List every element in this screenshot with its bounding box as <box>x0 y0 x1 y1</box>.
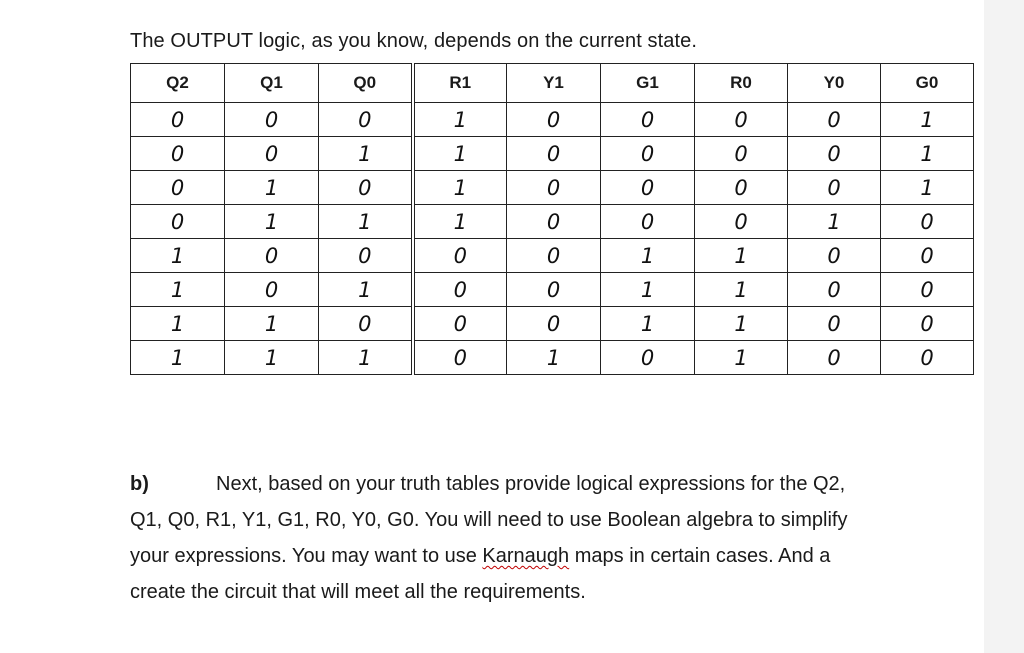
cell-y0: 0 <box>788 171 881 205</box>
cell-g1: 1 <box>601 239 695 273</box>
cell-y1: 0 <box>507 273 601 307</box>
cell-g1: 1 <box>601 307 695 341</box>
cell-r1: 1 <box>413 171 507 205</box>
cell-y0: 0 <box>788 273 881 307</box>
cell-q0: 1 <box>319 273 413 307</box>
cell-q0: 0 <box>319 103 413 137</box>
cell-q1: 1 <box>225 205 319 239</box>
cell-y1: 0 <box>507 137 601 171</box>
table-row <box>131 341 974 375</box>
section-b-line-2: Q1, Q0, R1, Y1, G1, R0, Y0, G0. You will need to use Boolean algebra to simplify <box>130 509 848 531</box>
table-row <box>131 205 974 239</box>
cell-r0: 1 <box>695 307 788 341</box>
cell-y0: 0 <box>788 103 881 137</box>
cell-q1: 0 <box>225 103 319 137</box>
table-row <box>131 307 974 341</box>
cell-r1: 1 <box>413 205 507 239</box>
cell-r0: 1 <box>695 239 788 273</box>
cell-g0: 0 <box>881 307 974 341</box>
intro-text: The OUTPUT logic, as you know, depends on the current state. <box>130 30 698 52</box>
cell-g1: 0 <box>601 137 695 171</box>
cell-g1: 0 <box>601 205 695 239</box>
cell-g0: 1 <box>881 171 974 205</box>
cell-q2: 0 <box>131 103 225 137</box>
cell-r1: 0 <box>413 341 507 375</box>
header-r1: R1 <box>413 64 507 103</box>
cell-q0: 0 <box>319 171 413 205</box>
cell-q0: 0 <box>319 239 413 273</box>
cell-g0: 1 <box>881 103 974 137</box>
cell-y1: 0 <box>507 205 601 239</box>
section-b-line-4: create the circuit that will meet all the requirements. <box>130 581 586 603</box>
cell-q2: 0 <box>131 137 225 171</box>
cell-y0: 0 <box>788 307 881 341</box>
cell-y0: 0 <box>788 137 881 171</box>
spellcheck-flagged-word: Karnaugh <box>482 545 570 567</box>
cell-q1: 1 <box>225 307 319 341</box>
cell-y0: 0 <box>788 239 881 273</box>
cell-q1: 0 <box>225 273 319 307</box>
cell-y1: 0 <box>507 171 601 205</box>
section-b-line-3 <box>130 538 930 574</box>
section-b-label: b) <box>130 473 149 495</box>
cell-y1: 0 <box>507 239 601 273</box>
header-y0: Y0 <box>788 64 881 103</box>
section-b-line-1 <box>130 466 930 502</box>
cell-r0: 1 <box>695 341 788 375</box>
table-row <box>131 273 974 307</box>
cell-r0: 0 <box>695 171 788 205</box>
truth-table <box>130 63 974 375</box>
table-row <box>131 239 974 273</box>
cell-r1: 1 <box>413 137 507 171</box>
cell-g1: 0 <box>601 171 695 205</box>
cell-q1: 1 <box>225 341 319 375</box>
header-g0: G0 <box>881 64 974 103</box>
cell-y0: 1 <box>788 205 881 239</box>
section-b <box>130 466 930 610</box>
header-q2: Q2 <box>131 64 225 103</box>
cell-q1: 1 <box>225 171 319 205</box>
cell-g1: 1 <box>601 273 695 307</box>
header-q1: Q1 <box>225 64 319 103</box>
section-b-line-1-text: Next, based on your truth tables provide logical expressions for the Q2, <box>216 473 846 495</box>
cell-y1: 0 <box>507 307 601 341</box>
cell-r0: 1 <box>695 273 788 307</box>
cell-q0: 0 <box>319 307 413 341</box>
table-row <box>131 171 974 205</box>
cell-r1: 1 <box>413 103 507 137</box>
section-b-line-3-post: maps in certain cases. And a <box>569 545 831 567</box>
cell-g0: 0 <box>881 239 974 273</box>
cell-r1: 0 <box>413 273 507 307</box>
header-y1: Y1 <box>507 64 601 103</box>
cell-q1: 0 <box>225 137 319 171</box>
header-g1: G1 <box>601 64 695 103</box>
table-row <box>131 103 974 137</box>
cell-q2: 0 <box>131 171 225 205</box>
cell-q2: 1 <box>131 341 225 375</box>
cell-g0: 1 <box>881 137 974 171</box>
cell-r0: 0 <box>695 137 788 171</box>
cell-q0: 1 <box>319 341 413 375</box>
cell-r1: 0 <box>413 239 507 273</box>
cell-g1: 0 <box>601 341 695 375</box>
table-header-row <box>131 64 974 103</box>
cell-g0: 0 <box>881 205 974 239</box>
cell-g1: 0 <box>601 103 695 137</box>
cell-r0: 0 <box>695 103 788 137</box>
cell-r1: 0 <box>413 307 507 341</box>
cell-q0: 1 <box>319 137 413 171</box>
cell-q2: 0 <box>131 205 225 239</box>
table-row <box>131 137 974 171</box>
cell-q0: 1 <box>319 205 413 239</box>
cell-r0: 0 <box>695 205 788 239</box>
cell-y1: 1 <box>507 341 601 375</box>
cell-y1: 0 <box>507 103 601 137</box>
cell-q1: 0 <box>225 239 319 273</box>
right-margin-strip <box>984 0 1024 653</box>
cell-q2: 1 <box>131 307 225 341</box>
cell-q2: 1 <box>131 239 225 273</box>
header-r0: R0 <box>695 64 788 103</box>
cell-q2: 1 <box>131 273 225 307</box>
cell-g0: 0 <box>881 341 974 375</box>
cell-y0: 0 <box>788 341 881 375</box>
cell-g0: 0 <box>881 273 974 307</box>
header-q0: Q0 <box>319 64 413 103</box>
section-b-line-3-pre: your expressions. You may want to use <box>130 545 483 567</box>
